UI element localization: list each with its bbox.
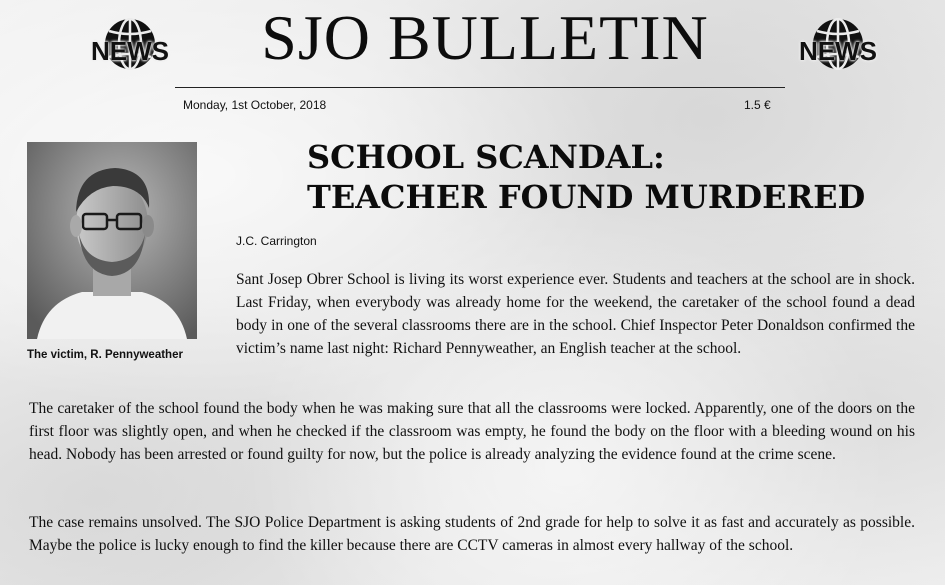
photo-caption: The victim, R. Pennyweather bbox=[27, 349, 183, 361]
news-badge-left bbox=[80, 18, 180, 84]
issue-date: Monday, 1st October, 2018 bbox=[183, 98, 327, 112]
article-paragraph: The caretaker of the school found the body when he was making sure that all the classrooms were locked. Apparently, one of the doors on the first floor was slightly open, and when he checked if the classroom was empty, he found the body on the floor with a bleeding wound on his head. Nobody has been arrested or found guilty for now, but the police is already analyzing the evidence found at the crime scene. bbox=[29, 400, 915, 463]
article-paragraph: Sant Josep Obrer School is living its worst experience ever. Students and teachers at the school are in shock. Last Friday, when everybody was already home for the weekend, the caretaker of the school found a dead body in one of the several classrooms there are in the school. Chief Inspector Peter Donaldson confirmed the victim’s name last night: Richard Pennyweather, an English teacher at the school. bbox=[236, 271, 915, 357]
headline-line-2: TEACHER FOUND MURDERED bbox=[307, 178, 866, 216]
masthead-title: SJO BULLETIN bbox=[261, 2, 709, 73]
headline-line-1: SCHOOL SCANDAL: bbox=[307, 138, 665, 176]
news-badge-label: NEWS bbox=[91, 36, 169, 66]
news-badge-right bbox=[788, 18, 888, 84]
article-paragraph: The case remains unsolved. The SJO Police Department is asking students of 2nd grade for help to solve it as fast and accurately as possible. Maybe the police is lucky enough to find the killer because there are CCTV cameras in almost every hallway of the school. bbox=[29, 514, 915, 554]
article-headline bbox=[307, 137, 927, 217]
news-badge-label: NEWS bbox=[799, 36, 877, 66]
victim-photo bbox=[27, 142, 197, 339]
article-author: J.C. Carrington bbox=[236, 234, 317, 248]
masthead-divider bbox=[175, 87, 785, 88]
victim-portrait bbox=[27, 142, 197, 339]
issue-price: 1.5 € bbox=[744, 98, 771, 112]
